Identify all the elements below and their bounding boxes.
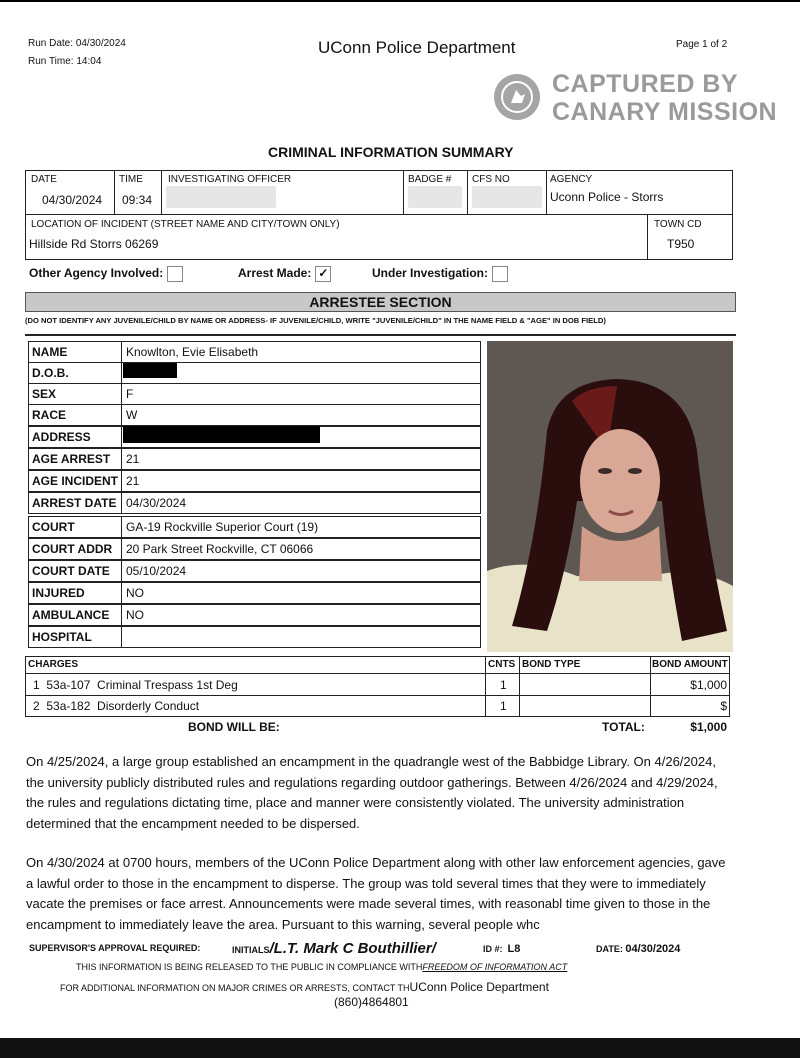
- arrestee-row: [28, 582, 481, 604]
- dob-redacted: [123, 363, 177, 378]
- arrest-made-checkbox[interactable]: ✓: [315, 266, 331, 282]
- foia-link[interactable]: FREEDOM OF INFORMATION ACT: [422, 962, 568, 972]
- narrative-paragraph-1: On 4/25/2024, a large group established an encampment in the quadrangle west of the Babbidge Library. On 4/26/2024, the university publicly distributed rules and regulations regarding outdoor gatherings. Between 4/26/2024 and 4/29/2024, the rules and regulations dictating time, place and manner were consistently violated. The university administration determined that the encampment needed to be dispersed.: [26, 754, 718, 831]
- arrestee-row: [28, 538, 481, 560]
- arrestee-row: [28, 516, 481, 538]
- charge-1-desc: 1 53a-107 Criminal Trespass 1st Deg: [33, 678, 238, 692]
- watermark-line1: CAPTURED BY: [552, 70, 739, 98]
- arrestee-field-value: 05/10/2024: [126, 564, 187, 578]
- arrestee-row: [28, 492, 481, 514]
- arrestee-row: [28, 383, 481, 405]
- badge-redacted: [408, 186, 462, 208]
- charge-2-cnts: 1: [500, 699, 507, 713]
- arrestee-row: [28, 404, 481, 426]
- footer-date: DATE: 04/30/2024: [596, 943, 681, 955]
- charges-header: CHARGES: [28, 659, 79, 670]
- arrestee-field-value: F: [126, 387, 134, 401]
- arrestee-field-label: INJURED: [29, 583, 122, 603]
- arrestee-field-label: ARREST DATE: [29, 493, 122, 513]
- cfs-redacted: [472, 186, 542, 208]
- canary-mission-watermark: [494, 70, 794, 130]
- form-title: CRIMINAL INFORMATION SUMMARY: [268, 144, 514, 160]
- arrestee-field-value: NO: [126, 608, 144, 622]
- initials: INITIALS/L.T. Mark C Bouthillier/: [232, 940, 436, 957]
- narrative-paragraph-2: On 4/30/2024 at 0700 hours, members of the UConn Police Department along with other law enforcement agencies, gave a lawful order to those in the encampment to disperse. The group was told several times that they were to immediately vacate the premises or face arrest. Announcements were made several times, with reasonabl time given to those in the encampment to immediately leave the area. Pursuant to this warning, several people whc: [26, 855, 726, 932]
- charge-2-amount: $: [720, 699, 727, 713]
- arrestee-row: [28, 470, 481, 492]
- arrestee-row: [28, 448, 481, 470]
- department-title: UConn Police Department: [318, 38, 516, 57]
- arrestee-field-value: NO: [126, 586, 144, 600]
- other-agency-checkbox[interactable]: [167, 266, 183, 282]
- agency-label: AGENCY: [550, 174, 593, 185]
- arrestee-field-label: COURT ADDR: [29, 539, 122, 559]
- run-date: Run Date: 04/30/2024: [28, 38, 126, 49]
- cfs-label: CFS NO: [472, 174, 510, 185]
- bond-type-header: BOND TYPE: [522, 659, 581, 670]
- arrestee-section-header: ARRESTEE SECTION: [25, 292, 736, 312]
- charge-1-amount: $1,000: [690, 678, 727, 692]
- arrestee-photo: [487, 341, 733, 652]
- arrestee-row: [28, 626, 481, 648]
- location-label: LOCATION OF INCIDENT (STREET NAME AND CITY/TOWN ONLY): [31, 219, 340, 230]
- officer-label: INVESTIGATING OFFICER: [168, 174, 292, 185]
- arrestee-row: [28, 604, 481, 626]
- arrest-made-flag: Arrest Made: ✓: [238, 266, 331, 282]
- location-value: Hillside Rd Storrs 06269: [29, 237, 159, 251]
- arrestee-field-value: W: [126, 408, 138, 422]
- address-redacted: [123, 426, 320, 443]
- total-value: $1,000: [690, 720, 727, 734]
- time-label: TIME: [119, 174, 143, 185]
- top-border: [0, 0, 800, 2]
- total-label: TOTAL:: [602, 720, 645, 734]
- arrestee-row: [28, 560, 481, 582]
- arrestee-row: [28, 362, 481, 384]
- arrestee-field-value: Knowlton, Evie Elisabeth: [126, 345, 259, 359]
- other-agency-flag: Other Agency Involved:: [29, 266, 183, 282]
- arrestee-field-label: AMBULANCE: [29, 605, 122, 625]
- release-statement: THIS INFORMATION IS BEING RELEASED TO THE PUBLIC IN COMPLIANCE WITHFREEDOM OF INFORMATION ACT: [76, 962, 568, 972]
- watermark-line2: CANARY MISSION: [552, 98, 778, 126]
- contact-statement: FOR ADDITIONAL INFORMATION ON MAJOR CRIMES OR ARRESTS, CONTACT THUConn Police Department: [60, 980, 549, 994]
- incident-date: 04/30/2024: [42, 193, 103, 207]
- arrestee-field-label: AGE ARREST: [29, 449, 122, 469]
- arrestee-field-label: AGE INCIDENT: [29, 471, 122, 491]
- arrestee-field-label: RACE: [29, 405, 122, 425]
- arrestee-field-value: 21: [126, 474, 140, 488]
- town-cd-label: TOWN CD: [654, 219, 702, 230]
- badge-label: BADGE #: [408, 174, 452, 185]
- arrestee-field-value: GA-19 Rockville Superior Court (19): [126, 520, 319, 534]
- under-investigation-checkbox[interactable]: [492, 266, 508, 282]
- page-number: Page 1 of 2: [676, 39, 728, 50]
- under-investigation-flag: Under Investigation:: [372, 266, 508, 282]
- officer-id: ID #: L8: [483, 943, 521, 955]
- charge-1-cnts: 1: [500, 678, 507, 692]
- arrestee-field-label: ADDRESS: [29, 427, 122, 447]
- incident-time: 09:34: [122, 193, 153, 207]
- arrestee-row: [28, 341, 481, 363]
- bond-amount-header: BOND AMOUNT: [652, 659, 728, 670]
- bond-will-be-label: BOND WILL BE:: [188, 720, 280, 734]
- charge-2-desc: 2 53a-182 Disorderly Conduct: [33, 699, 200, 713]
- canary-logo-icon: [494, 74, 540, 120]
- arrestee-field-label: NAME: [29, 342, 122, 362]
- arrestee-field-label: HOSPITAL: [29, 627, 122, 647]
- officer-redacted: [166, 186, 276, 208]
- date-label: DATE: [31, 174, 57, 185]
- agency-value: Uconn Police - Storrs: [550, 190, 664, 204]
- arrestee-field-label: COURT: [29, 517, 122, 537]
- arrestee-field-label: COURT DATE: [29, 561, 122, 581]
- arrestee-field-value: 21: [126, 452, 140, 466]
- arrestee-field-value: 20 Park Street Rockville, CT 06066: [126, 542, 314, 556]
- arrestee-field-label: D.O.B.: [29, 363, 122, 383]
- photo-illustration: [487, 341, 733, 652]
- bottom-border: [0, 1038, 800, 1058]
- juvenile-note: (DO NOT IDENTIFY ANY JUVENILE/CHILD BY NAME OR ADDRESS- IF JUVENILE/CHILD, WRITE "JUVENILE/CHILD" IN THE NAME FIELD & "AGE" IN DOB FIELD): [25, 316, 606, 325]
- arrestee-field-label: SEX: [29, 384, 122, 404]
- contact-phone: (860)4864801: [334, 995, 409, 1009]
- run-time: Run Time: 14:04: [28, 56, 102, 67]
- arrestee-field-value: 04/30/2024: [126, 496, 187, 510]
- town-cd-value: T950: [667, 237, 695, 251]
- supervisor-approval: SUPERVISOR'S APPROVAL REQUIRED:: [29, 943, 201, 953]
- cnts-header: CNTS: [488, 659, 516, 670]
